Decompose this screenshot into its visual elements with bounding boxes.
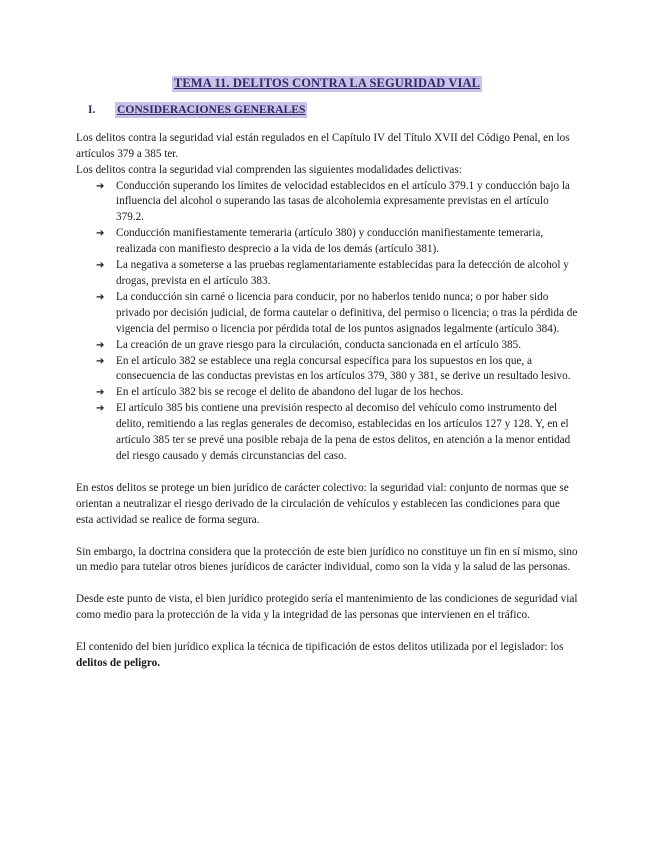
list-item [96, 258, 578, 290]
title-container [76, 76, 578, 93]
intro-paragraph-1: Los delitos contra la seguridad vial están regulados en el Capítulo IV del Título XVII del Código Penal, en los artículos 379 a 385 ter. [76, 131, 570, 160]
intro-paragraph-2: Los delitos contra la seguridad vial comprenden las siguientes modalidades delictivas: [76, 163, 462, 176]
list-item-text: En el artículo 382 se establece una regla concursal específica para los supuestos en los que, a consecuencia de las conductas previstas en los artículos 379, 380 y 381, se derive un resultado lesivo. [116, 354, 571, 383]
list-item-text: La negativa a someterse a las pruebas reglamentariamente establecidas para la detección de alcohol y drogas, prevista en el artículo 383. [116, 259, 569, 287]
list-item-text: La conducción sin carné o licencia para conducir, por no haberlos tenido nunca; o por haber sido privado por decisión judicial, de forma cautelar o definitiva, del permiso o licencia; o tras la pérdida de vigencia del permiso o licencia por pérdida total de los puntos asignados legalmente (artículo 384). [116, 290, 578, 335]
arrow-icon: ➔ [96, 228, 105, 240]
final-paragraph-text: El contenido del bien jurídico explica la técnica de tipificación de estos delitos utilizada por el legislador: los [76, 641, 564, 654]
arrow-icon: ➔ [96, 180, 105, 192]
list-item [96, 290, 578, 338]
offense-list [76, 179, 578, 465]
arrow-icon: ➔ [96, 387, 105, 399]
list-item-text: Conducción superando los límites de velocidad establecidos en el artículo 379.1 y conducción bajo la influencia del alcohol o superando las tasas de alcoholemia expresamente previstas en el artículo 379.2. [116, 179, 570, 224]
body-paragraph-2: Sin embargo, la doctrina considera que la protección de este bien jurídico no constituye un fin en sí mismo, sino un medio para tutelar otros bienes jurídicos de carácter individual, como son la vida y la salud de las personas. [76, 545, 578, 574]
spacer [76, 529, 578, 545]
list-item-text: La creación de un grave riesgo para la circulación, conducta sancionada en el artículo 385. [116, 338, 522, 351]
spacer [76, 576, 578, 592]
body-paragraph-1: En estos delitos se protege un bien jurídico de carácter colectivo: la seguridad vial: conjunto de normas que se orientan a neutralizar el riesgo derivado de la circulación de vehículos y establecen las condiciones para que esta actividad se realice de forma segura. [76, 481, 569, 526]
arrow-icon: ➔ [96, 291, 105, 303]
list-item [96, 179, 578, 227]
final-paragraph-emphasis: delitos de peligro. [76, 657, 161, 670]
list-item [96, 385, 578, 401]
final-paragraph [76, 640, 578, 672]
list-item [96, 401, 578, 465]
list-item-text: El artículo 385 bis contiene una previsión respecto al decomiso del vehículo como instrumento del delito, remitiendo a las reglas generales de decomiso, establecidas en los artículos 127 y 128. Y, en el artículo 385 ter se prevé una posible rebaja de la pena de estos delitos, en atención a la menor entidad del riesgo causado y demás circunstancias del caso. [116, 402, 571, 462]
section-heading [88, 102, 578, 118]
arrow-icon: ➔ [96, 339, 105, 351]
document-page [76, 76, 578, 672]
arrow-icon: ➔ [96, 403, 105, 415]
arrow-icon: ➔ [96, 355, 105, 367]
list-item-text: En el artículo 382 bis se recoge el delito de abandono del lugar de los hechos. [116, 386, 464, 399]
document-title: TEMA 11. DELITOS CONTRA LA SEGURIDAD VIAL [173, 76, 481, 90]
list-item [96, 354, 578, 386]
section-number: I. [88, 102, 96, 116]
arrow-icon: ➔ [96, 260, 105, 272]
spacer [76, 465, 578, 481]
spacer [76, 624, 578, 640]
section-title: CONSIDERACIONES GENERALES [117, 102, 306, 116]
list-item [96, 338, 578, 354]
list-item [96, 226, 578, 258]
body-paragraph-3: Desde este punto de vista, el bien jurídico protegido sería el mantenimiento de las condiciones de seguridad vial como medio para la protección de la vida y la integridad de las personas que intervienen en el tráfico. [76, 593, 578, 622]
list-item-text: Conducción manifiestamente temeraria (artículo 380) y conducción manifiestamente temeraria, realizada con manifiesto desprecio a la vida de los demás (artículo 381). [116, 227, 544, 256]
